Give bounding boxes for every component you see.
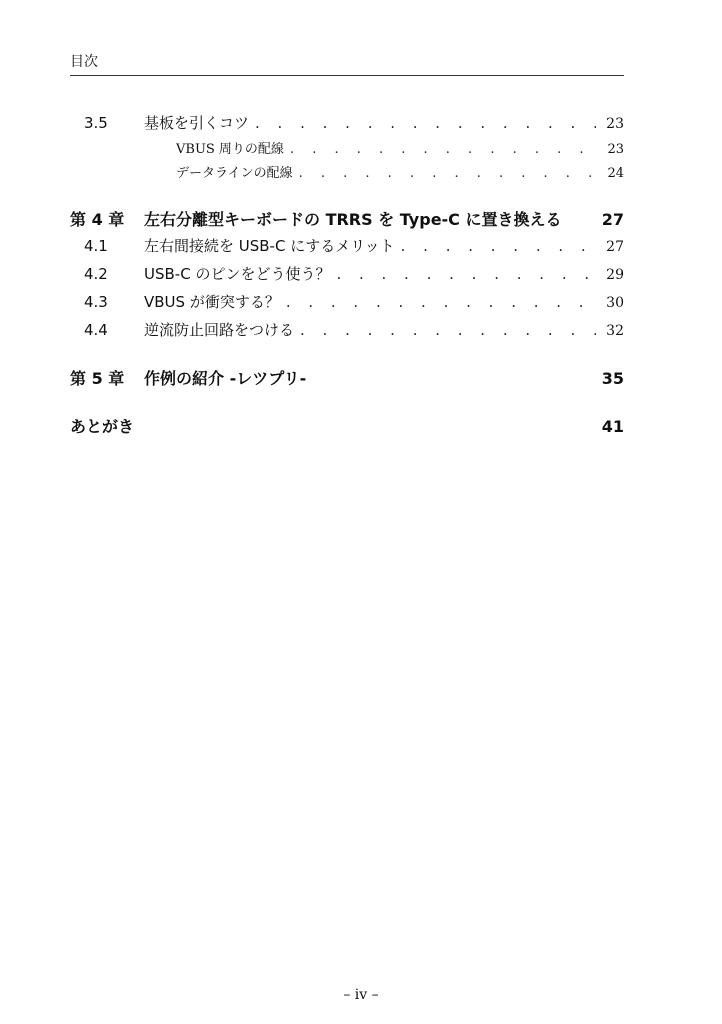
chapter-title: 作例の紹介 -レツプリ- <box>144 369 307 388</box>
toc-chapter-4[interactable] <box>70 207 624 229</box>
chapter-number: 第 5 章 <box>70 369 125 388</box>
section-number: 3.5 <box>84 114 108 132</box>
subsection-title: VBUS 周りの配線 <box>176 142 284 157</box>
chapter-number: 第 4 章 <box>70 210 125 229</box>
dot-leader <box>300 321 596 339</box>
toc-entry-3-5-dataline[interactable] <box>70 162 624 184</box>
dot-leader <box>299 166 596 181</box>
chapter-title: 左右分離型キーボードの TRRS を Type-C に置き換える <box>144 210 562 229</box>
chapter-title: あとがき <box>70 417 135 436</box>
toc-afterword[interactable] <box>70 414 624 436</box>
page-number: 27 <box>601 210 624 229</box>
page-number: 23 <box>607 142 624 157</box>
section-title: VBUS が衝突する？ <box>144 293 280 311</box>
footer-page-number: – iv – <box>343 987 379 1003</box>
dot-leader <box>401 237 596 255</box>
section-title: 基板を引くコツ <box>144 114 250 132</box>
page-number: 30 <box>606 295 624 311</box>
dot-leader <box>286 293 596 311</box>
toc-chapter-5[interactable] <box>70 366 624 388</box>
section-title: USB-C のピンをどう使う？ <box>144 265 331 283</box>
toc-entry-3-5[interactable] <box>70 112 624 134</box>
page-number: 24 <box>607 166 624 181</box>
section-number: 4.2 <box>84 265 108 283</box>
header-rule <box>70 75 624 76</box>
subsection-title: データラインの配線 <box>176 166 293 181</box>
page-number: 27 <box>606 239 624 255</box>
toc-entry-4-4[interactable] <box>70 319 624 341</box>
toc-entry-4-3[interactable] <box>70 291 624 313</box>
page-number: 29 <box>606 267 624 283</box>
page-number: 41 <box>601 417 624 436</box>
page-number: 23 <box>606 116 624 132</box>
toc-entry-4-2[interactable] <box>70 263 624 285</box>
section-number: 4.1 <box>84 237 108 255</box>
dot-leader <box>290 142 596 157</box>
section-title: 逆流防止回路をつける <box>144 321 295 339</box>
dot-leader <box>255 114 596 132</box>
toc-entry-4-1[interactable] <box>70 235 624 257</box>
page-number: 32 <box>606 323 624 339</box>
page-number: 35 <box>601 369 624 388</box>
section-number: 4.3 <box>84 293 108 311</box>
toc-entry-3-5-vbus[interactable] <box>70 138 624 160</box>
dot-leader <box>336 265 596 283</box>
section-number: 4.4 <box>84 321 108 339</box>
section-title: 左右間接続を USB-C にするメリット <box>144 237 395 255</box>
running-header-title: 目次 <box>70 54 98 70</box>
